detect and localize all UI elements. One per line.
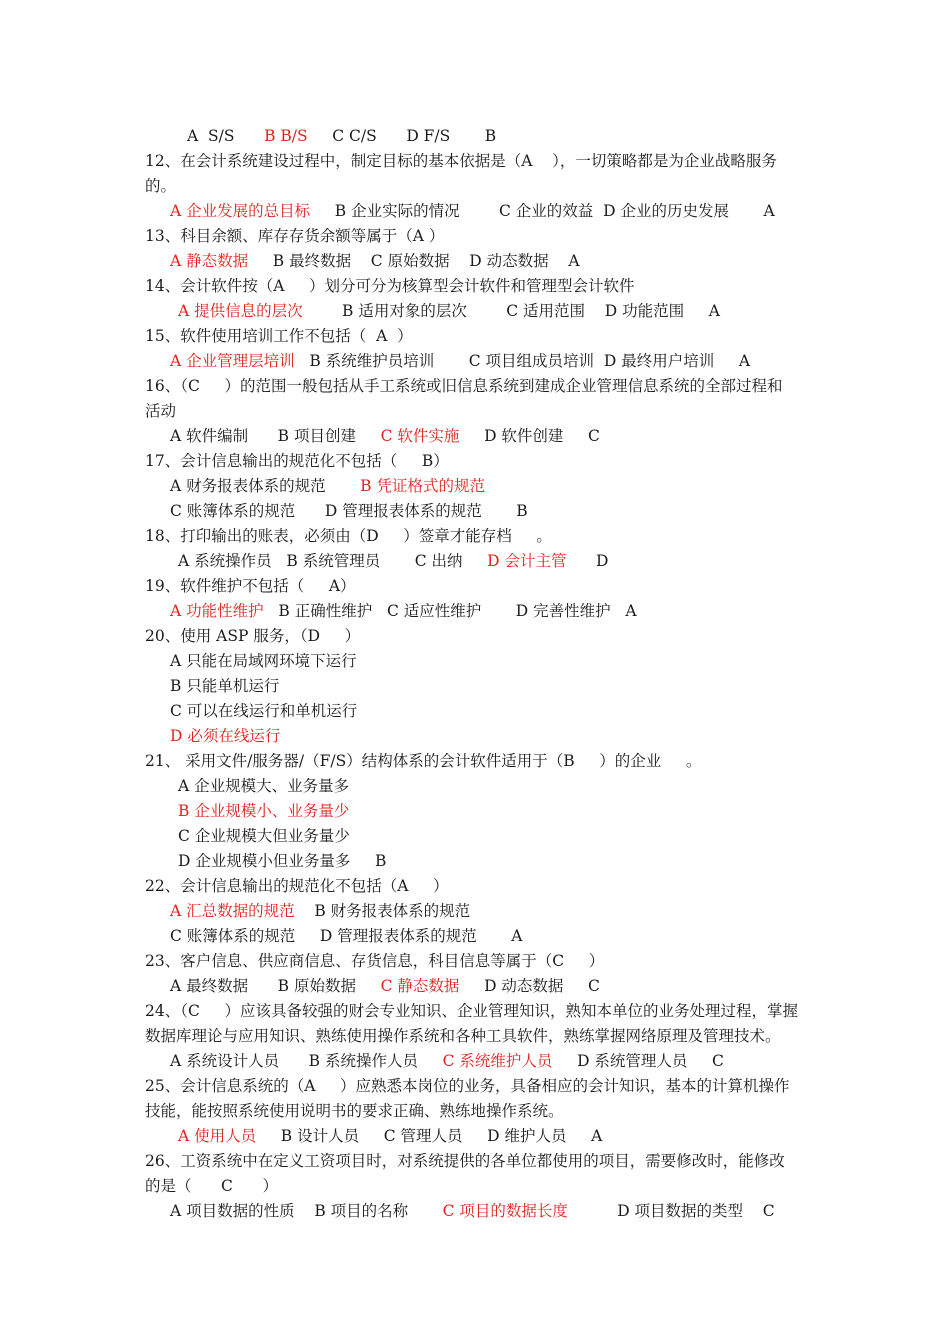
text-segment: B 系统维护员培训 C 项目组成员培训 D 最终用户培训 A bbox=[294, 352, 751, 370]
text-line bbox=[145, 749, 701, 774]
text-segment: 18、打印输出的账表，必须由（D ）签章才能存档 。 bbox=[145, 527, 552, 545]
text-segment: A 最终数据 B 原始数据 bbox=[170, 977, 381, 995]
text-segment: 13、科目余额、库存存货余额等属于（A ） bbox=[145, 227, 445, 245]
text-line bbox=[145, 624, 360, 649]
text-segment: 22、会计信息输出的规范化不包括（A ） bbox=[145, 877, 449, 895]
text-line bbox=[170, 649, 357, 674]
text-line bbox=[178, 849, 386, 874]
text-segment: A S/S bbox=[187, 127, 265, 145]
text-segment: D 项目数据的类型 C bbox=[567, 1202, 775, 1220]
text-line bbox=[145, 574, 356, 599]
text-line bbox=[145, 1149, 785, 1174]
text-line bbox=[145, 449, 449, 474]
text-line bbox=[178, 774, 349, 799]
text-line bbox=[170, 424, 600, 449]
text-segment: 21、 采用文件/服务器/（F/S）结构体系的会计软件适用于（B ）的企业 。 bbox=[145, 752, 702, 770]
text-segment: 的是（ C ） bbox=[145, 1177, 278, 1195]
highlighted-answer: A 企业发展的总目标 bbox=[170, 202, 311, 220]
highlighted-answer: B 凭证格式的规范 bbox=[360, 477, 485, 495]
text-line bbox=[170, 724, 280, 749]
highlighted-answer: C 系统维护人员 bbox=[442, 1052, 553, 1070]
text-segment: 20、使用 ASP 服务，（D ） bbox=[145, 627, 361, 645]
text-segment: C 账簿体系的规范 D 管理报表体系的规范 A bbox=[170, 927, 523, 945]
text-line bbox=[170, 349, 750, 374]
text-line bbox=[145, 949, 604, 974]
highlighted-answer: C 项目的数据长度 bbox=[442, 1202, 568, 1220]
text-segment: 15、软件使用培训工作不包括（ A ） bbox=[145, 327, 413, 345]
text-segment: A 软件编制 B 项目创建 bbox=[170, 427, 381, 445]
text-segment: B 设计人员 C 管理人员 D 维护人员 A bbox=[256, 1127, 603, 1145]
text-segment: 12、在会计系统建设过程中，制定目标的基本依据是（A ），一切策略都是为企业战略服务 bbox=[145, 152, 777, 170]
text-line bbox=[178, 799, 349, 824]
text-line bbox=[145, 324, 413, 349]
text-segment: C 可以在线运行和单机运行 bbox=[170, 702, 358, 720]
text-segment: 16、（C ）的范围一般包括从手工系统或旧信息系统到建成企业管理信息系统的全部过程和 bbox=[145, 377, 783, 395]
highlighted-answer: D 必须在线运行 bbox=[170, 727, 281, 745]
text-line bbox=[145, 149, 777, 174]
text-line bbox=[145, 174, 176, 199]
text-line bbox=[170, 499, 528, 524]
text-line bbox=[170, 1049, 724, 1074]
text-line bbox=[145, 274, 635, 299]
text-line bbox=[145, 874, 449, 899]
highlighted-answer: A 企业管理层培训 bbox=[170, 352, 295, 370]
text-segment: 26、工资系统中在定义工资项目时，对系统提供的各单位都使用的项目，需要修改时，能修改 bbox=[145, 1152, 785, 1170]
text-segment: 技能，能按照系统使用说明书的要求正确、熟练地操作系统。 bbox=[145, 1102, 564, 1120]
text-segment: 19、软件维护不包括（ A） bbox=[145, 577, 356, 595]
text-segment: D 动态数据 C bbox=[459, 977, 600, 995]
text-line bbox=[170, 249, 580, 274]
text-line bbox=[170, 924, 522, 949]
text-segment: 23、客户信息、供应商信息、存货信息，科目信息等属于（C ） bbox=[145, 952, 605, 970]
highlighted-answer: C 软件实施 bbox=[380, 427, 460, 445]
text-line bbox=[145, 999, 798, 1024]
text-line bbox=[178, 549, 609, 574]
text-line bbox=[170, 699, 357, 724]
text-segment: D bbox=[566, 552, 609, 570]
text-segment: D 软件创建 C bbox=[459, 427, 600, 445]
highlighted-answer: D 会计主管 bbox=[487, 552, 567, 570]
text-segment: B 最终数据 C 原始数据 D 动态数据 A bbox=[248, 252, 580, 270]
highlighted-answer: A 提供信息的层次 bbox=[178, 302, 303, 320]
text-line bbox=[170, 474, 485, 499]
text-segment: A 财务报表体系的规范 bbox=[170, 477, 361, 495]
text-line bbox=[145, 399, 176, 424]
text-segment: 24、（C ）应该具备较强的财会专业知识、企业管理知识，熟知本单位的业务处理过程，掌握 bbox=[145, 1002, 798, 1020]
text-segment: D 系统管理人员 C bbox=[552, 1052, 724, 1070]
text-line bbox=[170, 899, 470, 924]
text-segment: B 正确性维护 C 适应性维护 D 完善性维护 A bbox=[263, 602, 637, 620]
highlighted-answer: A 功能性维护 bbox=[170, 602, 264, 620]
highlighted-answer: B B/S bbox=[264, 127, 308, 145]
text-segment: B 财务报表体系的规范 bbox=[294, 902, 471, 920]
text-segment: B 只能单机运行 bbox=[170, 677, 280, 695]
text-segment: C C/S D F/S B bbox=[307, 127, 497, 145]
text-segment: A 企业规模大、业务量多 bbox=[178, 777, 350, 795]
text-line bbox=[170, 674, 279, 699]
text-line bbox=[145, 374, 782, 399]
text-line bbox=[178, 299, 720, 324]
text-segment: A 系统操作员 B 系统管理员 C 出纳 bbox=[178, 552, 488, 570]
text-segment: 的。 bbox=[145, 177, 177, 195]
text-line bbox=[145, 524, 552, 549]
text-line bbox=[145, 1174, 278, 1199]
text-line bbox=[170, 199, 775, 224]
text-segment: B 适用对象的层次 C 适用范围 D 功能范围 A bbox=[302, 302, 720, 320]
text-line bbox=[145, 224, 444, 249]
text-segment: C 企业规模大但业务量少 bbox=[178, 827, 350, 845]
highlighted-answer: C 静态数据 bbox=[380, 977, 460, 995]
text-line bbox=[187, 124, 496, 149]
text-segment: D 企业规模小但业务量多 B bbox=[178, 852, 387, 870]
highlighted-answer: A 使用人员 bbox=[178, 1127, 257, 1145]
highlighted-answer: A 静态数据 bbox=[170, 252, 249, 270]
text-segment: C 账簿体系的规范 D 管理报表体系的规范 B bbox=[170, 502, 528, 520]
text-segment: A 只能在局域网环境下运行 bbox=[170, 652, 357, 670]
text-segment: A 系统设计人员 B 系统操作人员 bbox=[170, 1052, 443, 1070]
text-line bbox=[178, 824, 350, 849]
text-line bbox=[170, 599, 637, 624]
text-line bbox=[170, 974, 600, 999]
text-line bbox=[145, 1024, 781, 1049]
text-segment: A 项目数据的性质 B 项目的名称 bbox=[170, 1202, 443, 1220]
text-segment: 数据库理论与应用知识、熟练使用操作系统和各种工具软件，熟练掌握网络原理及管理技术。 bbox=[145, 1027, 781, 1045]
text-line bbox=[178, 1124, 602, 1149]
text-segment: 17、会计信息输出的规范化不包括（ B） bbox=[145, 452, 449, 470]
text-line bbox=[170, 1199, 775, 1224]
text-segment: 14、会计软件按（A ）划分可分为核算型会计软件和管理型会计软件 bbox=[145, 277, 635, 295]
highlighted-answer: B 企业规模小、业务量少 bbox=[178, 802, 350, 820]
highlighted-answer: A 汇总数据的规范 bbox=[170, 902, 295, 920]
text-segment: 25、会计信息系统的（A ）应熟悉本岗位的业务，具备相应的会计知识，基本的计算机操作 bbox=[145, 1077, 790, 1095]
text-line bbox=[145, 1099, 564, 1124]
text-segment: 活动 bbox=[145, 402, 177, 420]
text-line bbox=[145, 1074, 790, 1099]
text-segment: B 企业实际的情况 C 企业的效益 D 企业的历史发展 A bbox=[310, 202, 775, 220]
